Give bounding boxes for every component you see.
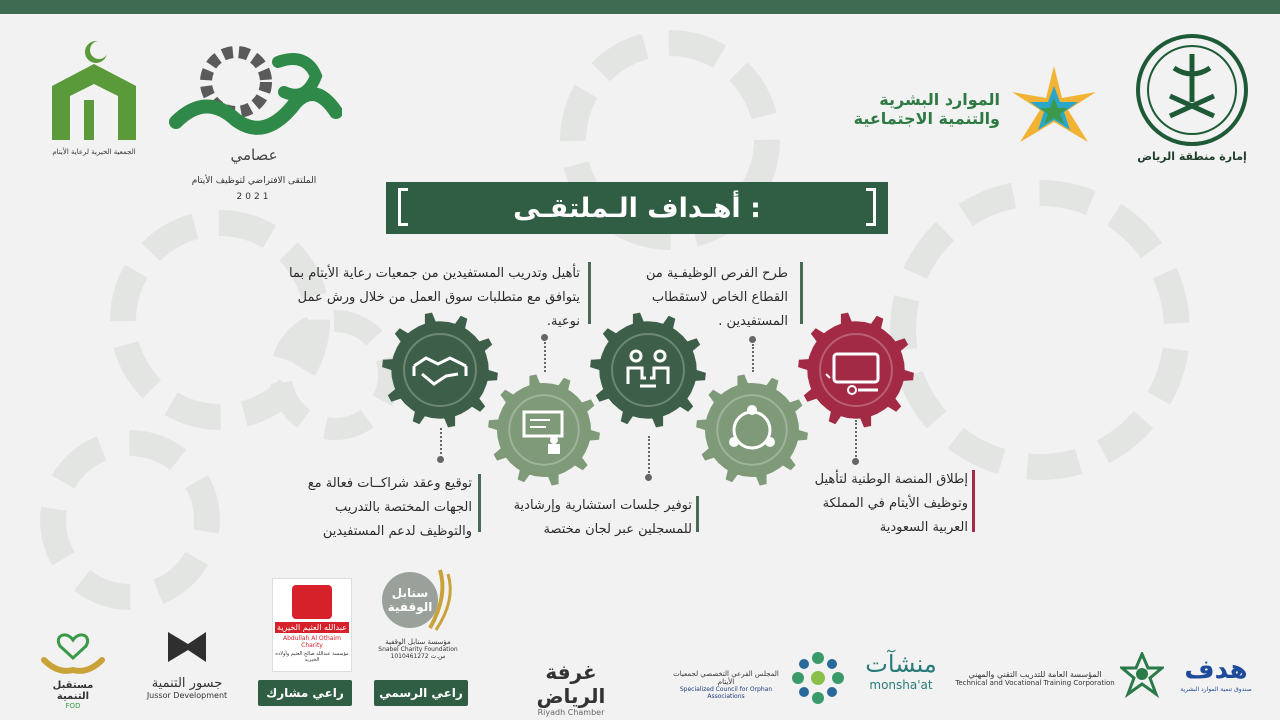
training-icon xyxy=(484,370,604,490)
mostaqbal-name-en: FOD xyxy=(65,702,81,710)
riyadh-chamber-name-ar: غرفة الرياض xyxy=(536,660,606,708)
background-gear xyxy=(890,180,1190,480)
monshaat-name-en: monsha'at xyxy=(869,678,933,692)
gear-training xyxy=(484,370,604,490)
esami-logo xyxy=(166,42,342,212)
goals-title: أهـداف الـملتقـى : xyxy=(513,192,761,224)
jusoor-logo xyxy=(142,628,232,708)
riyadh-chamber-logo xyxy=(516,660,626,717)
insan-logo xyxy=(44,38,144,158)
sanabel-reg: 1010461272 س.ت xyxy=(390,653,446,660)
council-flower-icon xyxy=(790,650,846,706)
handshake-icon xyxy=(378,308,502,432)
connector-stem xyxy=(544,342,546,372)
gear-platform xyxy=(794,308,918,432)
othaim-name-en: Abdullah Al Othaim Charity xyxy=(283,635,341,649)
gear-partnership xyxy=(378,308,502,432)
goal-3-bar xyxy=(972,470,975,532)
hr-ministry-text xyxy=(840,90,1000,128)
othaim-name-ar: عبدالله العثيم الخيرية xyxy=(275,622,349,633)
connector-dot xyxy=(437,456,444,463)
consulting-icon xyxy=(586,308,710,432)
connector-dot xyxy=(541,334,548,341)
sanabel-logo xyxy=(370,566,466,672)
council-name-en: Specialized Council for Orphan Associations xyxy=(679,686,773,700)
monshaat-logo xyxy=(856,650,946,710)
esami-tagline: الملتقى الافتراضي لتوظيف الأيتام xyxy=(191,176,317,186)
council-name-ar: المجلس الفرعي التخصصي لجمعيات الأيتام xyxy=(673,670,779,686)
esami-year: 2021 xyxy=(236,192,272,202)
tvtc-name-en: Technical and Vocational Training Corporation xyxy=(955,679,1115,687)
mostaqbal-name-ar: مستقبل التنمية xyxy=(52,680,94,702)
monshaat-name-ar: منشآت xyxy=(865,650,937,678)
participant-sponsor-label: راعي مشارك xyxy=(258,680,352,706)
connector-dot xyxy=(749,336,756,343)
council-text xyxy=(664,670,788,700)
goal-3-text: إطلاق المنصة الوطنية لتأهيل وتوظيف الأيتام في المملكة العربية السعودية xyxy=(814,472,968,535)
mostaqbal-logo xyxy=(38,630,108,710)
connector-stem xyxy=(648,436,650,476)
goal-4-text: توفير جلسات استشارية وإرشادية للمسجلين عبر لجان مختصة xyxy=(513,498,692,537)
gear-consulting xyxy=(586,308,710,432)
goal-4-bar xyxy=(696,496,699,532)
banner-bracket-right xyxy=(866,188,876,226)
hr-line2: والتنمية الاجتماعية xyxy=(853,109,1000,128)
othaim-logo xyxy=(272,578,352,672)
othaim-caption: مؤسسة عبدالله صالح العثيم وأولاده الخيرية xyxy=(275,651,349,663)
jusoor-name-en: Jussor Development xyxy=(146,691,228,700)
connector-dot xyxy=(645,474,652,481)
riyadh-chamber-name-en: Riyadh Chamber xyxy=(537,708,605,717)
hadaf-name-ar: هدف xyxy=(1184,655,1248,685)
hadaf-logo xyxy=(1176,654,1256,710)
official-sponsor-label: راعي الرسمي xyxy=(374,680,468,706)
sanabel-name: سنابل الوقفية xyxy=(387,586,433,614)
banner-bracket-left xyxy=(398,188,408,226)
hr-line1: الموارد البشرية xyxy=(879,90,1000,109)
top-bar xyxy=(0,0,1280,14)
platform-icon xyxy=(794,308,918,432)
insan-caption: الجمعية الخيرية لرعاية الأيتام xyxy=(52,148,136,156)
tvtc-name-ar: المؤسسة العامة للتدريب التقني والمهني xyxy=(968,670,1102,679)
jusoor-name-ar: جسور التنمية xyxy=(151,676,223,691)
hr-ministry-star-icon xyxy=(1004,62,1104,152)
connector-stem xyxy=(752,344,754,372)
goal-5-text: توقيع وعقد شراكــات فعالة مع الجهات المختصة بالتدريب والتوظيف لدعم المستفيدين xyxy=(307,476,472,539)
meeting-icon xyxy=(692,370,812,490)
goal-1-text: طرح الفرص الوظيفـية من القطاع الخاص لاستقطاب المستفيدين . xyxy=(645,266,788,329)
hadaf-caption: صندوق تنمية الموارد البشرية xyxy=(1180,686,1252,693)
tvtc-text xyxy=(952,670,1118,687)
sanabel-caption-ar: مؤسسة سنابل الوقفية xyxy=(385,638,451,646)
goal-5-bar xyxy=(478,474,481,532)
tvtc-emblem-icon xyxy=(1120,652,1164,702)
connector-dot xyxy=(852,458,859,465)
emirate-logo xyxy=(1134,32,1250,172)
sanabel-caption-en: Snabel Charity Foundation xyxy=(378,646,458,653)
goal-2-text: تأهيل وتدريب المستفيدين من جمعيات رعاية الأيتام بما يتوافق مع متطلبات سوق العمل من خلال ورش عمل نوعية. xyxy=(288,266,580,329)
background-gear xyxy=(40,430,220,610)
connector-stem xyxy=(440,428,442,458)
esami-name: عصامي xyxy=(230,146,278,164)
gear-meeting xyxy=(692,370,812,490)
emirate-caption: إمارة منطقة الرياض xyxy=(1137,150,1247,163)
goals-title-banner xyxy=(386,182,888,234)
